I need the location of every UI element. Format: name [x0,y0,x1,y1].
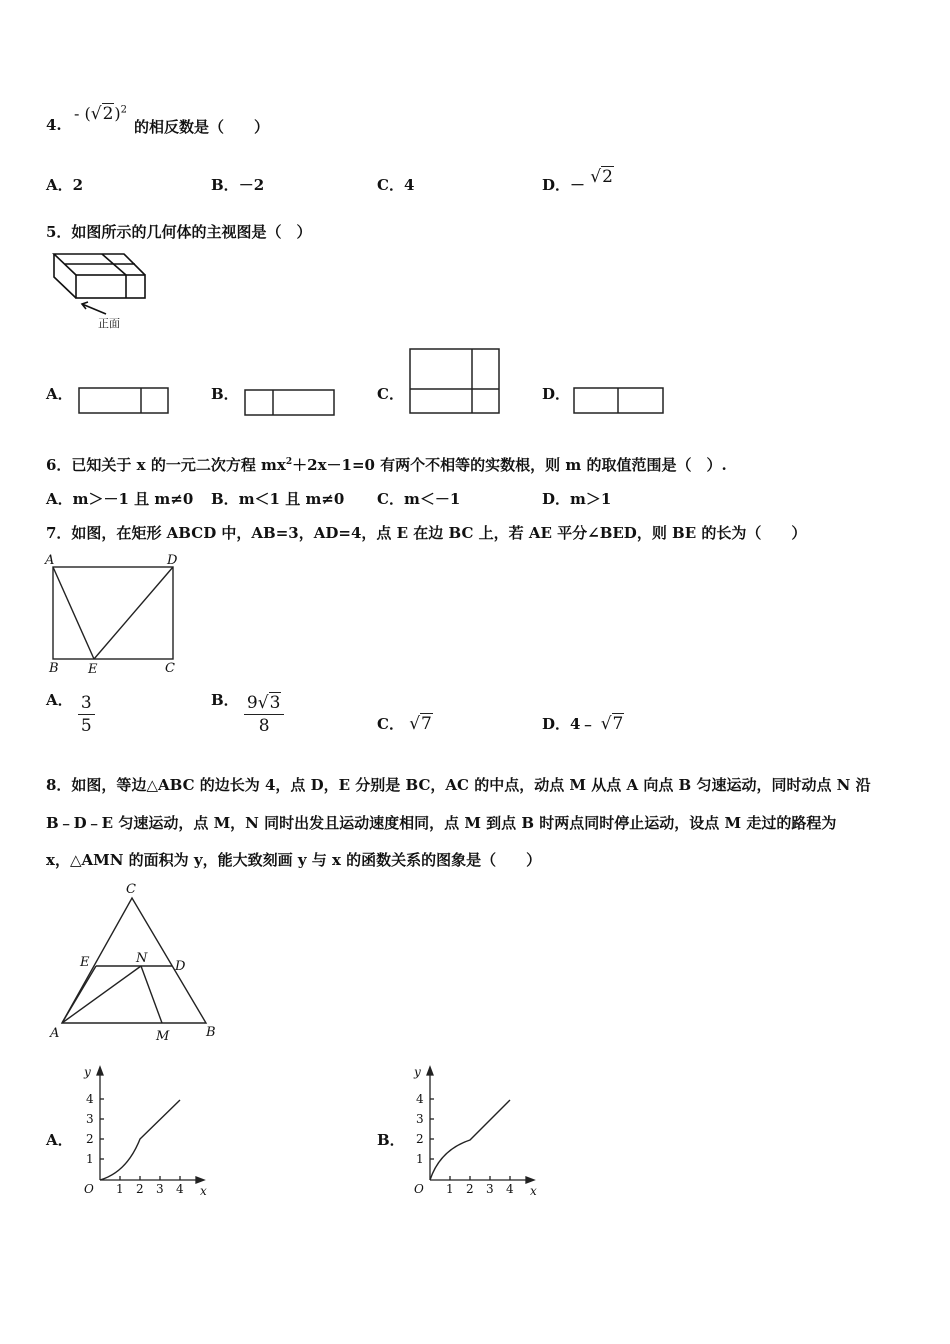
q7-option-a-denominator: 5 [80,716,92,736]
q6-option-b[interactable] [211,488,344,509]
q7-label-c: C [165,661,175,676]
q4-option-d-label: D． [542,176,571,194]
q8-label-a: A [50,1026,60,1041]
q8-option-b-label[interactable]: B． [377,1131,405,1149]
q8-label-d: D [175,959,186,974]
q8-line-2: B﹣D﹣E 匀速运动，点 M，N 同时出发且运动速度相同，点 M 到点 B 时两点同时停止运动，设点 M 走过的路程为 [46,814,837,832]
q4-option-b[interactable] [211,174,264,195]
q7-rectangle-figure [44,548,190,676]
q4-expr-sign: - [74,104,80,123]
q8-b-ytick-1: 1 [416,1152,424,1166]
q8-label-m: M [156,1029,170,1044]
q8-option-a-graph[interactable] [72,1062,212,1200]
q8-a-xtick-2: 2 [136,1182,144,1196]
q8-label-c: C [126,882,136,897]
q6-option-c-label: C． [377,490,404,508]
q8-b-ytick-2: 2 [416,1132,424,1146]
q8-line-3: x，△AMN 的面积为 y，能大致刻画 y 与 x 的函数关系的图象是（ ） [46,851,542,869]
q8-a-ytick-4: 4 [86,1092,94,1106]
q8-label-b: B [206,1025,216,1040]
q7-option-a-numerator: 3 [78,692,95,715]
q5-option-a-label[interactable]: A． [46,385,73,403]
q4-option-a-value: 2 [72,176,84,194]
q4-option-a-label: A． [46,176,73,194]
q8-b-xtick-1: 1 [446,1182,454,1196]
q5-option-b-figure[interactable] [243,388,337,418]
q7-option-c-label: C． [377,715,404,733]
q6-text-before: 6．已知关于 x 的一元二次方程 mx [46,456,286,474]
q8-line-1: 8．如图，等边△ABC 的边长为 4，点 D，E 分别是 BC，AC 的中点，动点 M 从点 A 向点 B 匀速运动，同时动点 N 沿 [46,776,871,794]
q8-a-xtick-4: 4 [176,1182,184,1196]
q8-b-xtick-4: 4 [506,1182,514,1196]
q5-text: 5．如图所示的几何体的主视图是（ ） [46,223,312,241]
q7-option-d-sqrt: √7 [600,714,624,734]
q8-triangle-figure [44,878,224,1046]
q7-option-b-numerator [244,692,285,715]
q7-option-c-radicand: 7 [421,714,432,734]
q7-option-b-label: B． [211,690,239,709]
q8-a-xtick-1: 1 [116,1182,124,1196]
q6-option-d-label: D． [542,490,571,508]
q5-option-d-figure[interactable] [572,386,666,416]
q5-solid-figure [46,248,156,332]
q7-option-b-fraction [244,692,285,737]
q8-a-x-label: x [200,1184,207,1198]
q8-b-ytick-4: 4 [416,1092,424,1106]
q8-b-origin: O [414,1182,424,1196]
q8-label-e: E [80,955,90,970]
q6-option-a-label: A． [46,490,73,508]
q4-option-d-value: － [570,176,586,194]
q6-option-c[interactable] [377,488,460,509]
q5-option-c-figure[interactable] [408,347,502,417]
q4-expr-power: 2 [120,104,128,116]
q7-label-a: A [45,553,55,568]
q7-label-e: E [88,662,98,676]
q7-option-b-denominator: 8 [258,716,270,736]
q4-expr-sqrt: √2 [90,104,114,124]
q4-option-d-radicand: 2 [602,167,613,187]
q7-option-b[interactable] [211,692,284,737]
q4-option-b-label: B． [211,176,239,194]
q8-option-a-label[interactable]: A． [46,1131,73,1149]
q7-option-a-fraction [78,692,95,737]
q6-option-c-value: m＜－1 [403,490,461,508]
q4-number: 4. [46,116,62,134]
q4-text: 的相反数是（ ） [134,118,270,136]
q7-label-d: D [167,553,178,568]
q8-b-ytick-3: 3 [416,1112,424,1126]
q6-text [46,454,727,475]
q8-a-xtick-3: 3 [156,1182,164,1196]
q6-sup: 2 [285,457,293,467]
q8-option-b-graph[interactable] [402,1062,542,1200]
q7-option-a[interactable] [46,692,95,737]
q8-b-xtick-2: 2 [466,1182,474,1196]
q4-expression [74,104,127,124]
q4-option-b-value: －2 [238,176,265,194]
q7-option-b-sqrt: √3 [257,693,281,713]
q6-option-b-label: B． [211,490,239,508]
q7-option-c[interactable] [377,713,433,734]
q7-option-b-radicand: 3 [269,693,281,713]
q8-a-ytick-2: 2 [86,1132,94,1146]
q7-option-d-prefix: 4﹣ [570,715,596,733]
q5-option-d-label[interactable]: D． [542,385,571,403]
q7-option-d-radicand: 7 [612,714,624,734]
q8-a-ytick-3: 3 [86,1112,94,1126]
q8-a-y-label: y [84,1065,91,1079]
q4-option-c-label: C． [377,176,404,194]
q5-option-c-label[interactable]: C． [377,385,404,403]
q6-option-d-value: m＞1 [570,490,612,508]
q7-option-a-label: A． [46,690,73,709]
q5-option-b-label[interactable]: B． [211,385,239,403]
q7-option-d[interactable] [542,713,624,734]
q7-option-b-coef: 9 [246,693,258,713]
q6-option-a[interactable] [46,488,193,509]
q8-b-x-label: x [530,1184,537,1198]
q6-option-d[interactable] [542,488,611,509]
q7-text: 7．如图，在矩形 ABCD 中，AB=3，AD=4，点 E 在边 BC 上，若 AE 平分∠BED，则 BE 的长为（ ） [46,524,807,542]
q6-text-after: ＋2x－1=0 有两个不相等的实数根，则 m 的取值范围是（ ）. [292,456,727,474]
q8-a-ytick-1: 1 [86,1152,94,1166]
q8-label-n: N [136,951,148,966]
q4-option-d-sqrt: √2 [590,167,613,187]
q6-option-a-value: m＞－1 且 m≠0 [72,490,194,508]
q7-label-b: B [49,661,59,676]
q4-expr-paren-close: ) [114,104,121,123]
q4-expr-paren-open: ( [84,104,91,123]
q4-option-c[interactable] [377,174,414,195]
q8-a-origin: O [84,1182,94,1196]
q5-option-a-figure[interactable] [77,386,171,416]
q4-option-c-value: 4 [403,176,415,194]
q8-b-xtick-3: 3 [486,1182,494,1196]
q6-option-b-value: m＜1 且 m≠0 [238,490,345,508]
q4-option-a[interactable] [46,174,83,195]
q4-expr-radicand: 2 [102,104,114,124]
q8-b-y-label: y [414,1065,421,1079]
q7-option-c-sqrt: √7 [409,714,432,734]
q4-option-d[interactable] [542,166,614,194]
q7-option-d-label: D． [542,715,571,733]
q5-front-label: 正面 [98,317,120,330]
